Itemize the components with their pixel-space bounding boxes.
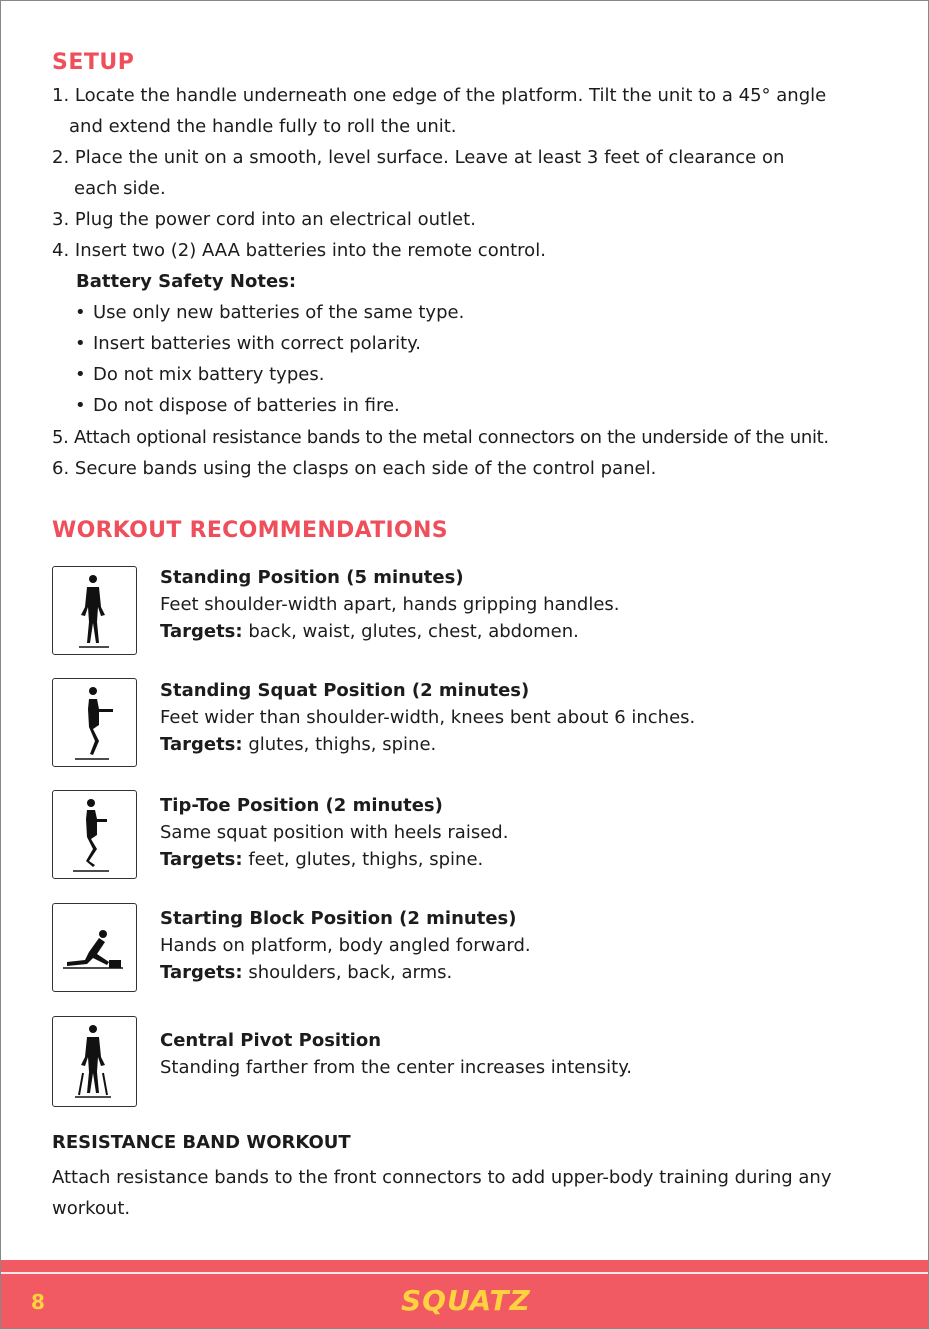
setup-step-1-continued: and extend the handle fully to roll the unit. bbox=[69, 116, 457, 137]
targets-value: feet, glutes, thighs, spine. bbox=[248, 849, 484, 870]
bullet-icon: • bbox=[75, 333, 86, 354]
bullet-icon: • bbox=[75, 364, 86, 385]
footer-stripe bbox=[1, 1272, 928, 1274]
battery-note bbox=[75, 390, 400, 421]
setup-step-1-text: 1. Locate the handle underneath one edge of the platform. Tilt the unit to a 45° angle bbox=[52, 85, 827, 106]
targets-label: Targets: bbox=[160, 621, 243, 642]
battery-note-text: Use only new batteries of the same type. bbox=[93, 302, 465, 323]
position-targets bbox=[160, 962, 452, 983]
position-targets bbox=[160, 734, 436, 755]
position-title: Central Pivot Position bbox=[160, 1030, 382, 1051]
setup-step-3: 3. Plug the power cord into an electrical outlet. bbox=[52, 209, 476, 230]
page-number: 8 bbox=[31, 1290, 45, 1314]
page-footer bbox=[1, 1260, 928, 1328]
targets-value: back, waist, glutes, chest, abdomen. bbox=[248, 621, 579, 642]
setup-heading: SETUP bbox=[52, 50, 135, 75]
battery-note bbox=[75, 328, 421, 359]
targets-label: Targets: bbox=[160, 734, 243, 755]
position-title: Standing Squat Position (2 minutes) bbox=[160, 680, 530, 701]
targets-value: glutes, thighs, spine. bbox=[248, 734, 437, 755]
standing-figure-icon bbox=[52, 566, 137, 655]
bullet-icon: • bbox=[75, 395, 86, 416]
position-targets bbox=[160, 849, 483, 870]
battery-note-text: Insert batteries with correct polarity. bbox=[93, 333, 421, 354]
position-description: Standing farther from the center increases intensity. bbox=[160, 1057, 632, 1078]
targets-value: shoulders, back, arms. bbox=[248, 962, 453, 983]
targets-label: Targets: bbox=[160, 849, 243, 870]
position-targets bbox=[160, 621, 579, 642]
position-description: Feet wider than shoulder-width, knees bent about 6 inches. bbox=[160, 707, 696, 728]
position-description: Feet shoulder-width apart, hands gripping handles. bbox=[160, 594, 620, 615]
brand-logo: SQUATZ bbox=[401, 1284, 531, 1317]
setup-step-1 bbox=[52, 80, 826, 142]
pivot-figure-icon bbox=[52, 1016, 137, 1107]
battery-note-text: Do not mix battery types. bbox=[93, 364, 325, 385]
position-description: Hands on platform, body angled forward. bbox=[160, 935, 531, 956]
targets-label: Targets: bbox=[160, 962, 243, 983]
battery-note bbox=[75, 297, 464, 328]
workout-heading: WORKOUT RECOMMENDATIONS bbox=[52, 518, 448, 543]
setup-step-5: 5. Attach optional resistance bands to the metal connectors on the underside of the unit. bbox=[52, 427, 829, 448]
resistance-band-text: Attach resistance bands to the front connectors to add upper-body training during any workout. bbox=[52, 1167, 832, 1219]
battery-safety-heading: Battery Safety Notes: bbox=[76, 271, 297, 292]
setup-step-6: 6. Secure bands using the clasps on each side of the control panel. bbox=[52, 458, 657, 479]
setup-step-2-continued: each side. bbox=[74, 178, 166, 199]
position-title: Standing Position (5 minutes) bbox=[160, 567, 464, 588]
position-title: Starting Block Position (2 minutes) bbox=[160, 908, 517, 929]
position-description: Same squat position with heels raised. bbox=[160, 822, 509, 843]
setup-step-4: 4. Insert two (2) AAA batteries into the remote control. bbox=[52, 240, 546, 261]
battery-note bbox=[75, 359, 324, 390]
tiptoe-figure-icon bbox=[52, 790, 137, 879]
starting-block-figure-icon bbox=[52, 903, 137, 992]
resistance-band-heading: RESISTANCE BAND WORKOUT bbox=[52, 1132, 351, 1153]
setup-step-2 bbox=[52, 142, 784, 204]
setup-step-2-text: 2. Place the unit on a smooth, level surface. Leave at least 3 feet of clearance on bbox=[52, 147, 785, 168]
position-title: Tip-Toe Position (2 minutes) bbox=[160, 795, 443, 816]
bullet-icon: • bbox=[75, 302, 86, 323]
squat-figure-icon bbox=[52, 678, 137, 767]
battery-note-text: Do not dispose of batteries in fire. bbox=[93, 395, 400, 416]
